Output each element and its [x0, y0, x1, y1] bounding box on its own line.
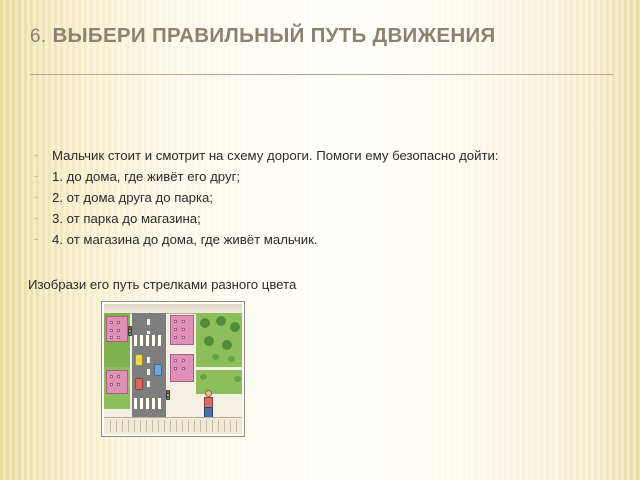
- bush: [212, 354, 219, 360]
- title-text: ВЫБЕРИ ПРАВИЛЬНЫЙ ПУТЬ ДВИЖЕНИЯ: [52, 24, 496, 47]
- slide-number: 6.: [30, 26, 47, 47]
- pedestrian-crossing-lower: [132, 397, 166, 410]
- tree: [222, 340, 232, 350]
- bush: [228, 356, 235, 362]
- bullet-marker: -: [34, 189, 39, 204]
- list-item-label: 4. от магазина до дома, где живёт мальчик.: [52, 232, 318, 247]
- car-red: [135, 378, 143, 390]
- page-title: [30, 24, 610, 48]
- list-item: [28, 208, 616, 229]
- bullet-marker: -: [34, 210, 39, 225]
- car-blue: [154, 364, 162, 376]
- tree: [200, 318, 210, 328]
- list-item: [28, 166, 616, 187]
- building-right-2: [170, 354, 194, 382]
- list-item-label: Мальчик стоит и смотрит на схему дороги. Помоги ему безопасно дойти:: [52, 148, 499, 163]
- bullet-marker: -: [34, 231, 39, 246]
- task-paragraph: Изобрази его путь стрелками разного цвета: [28, 277, 297, 292]
- title-area: [30, 24, 610, 76]
- building-left-2: [106, 370, 128, 394]
- building-left-1: [106, 316, 128, 342]
- pedestrian-crossing: [132, 334, 166, 347]
- title-divider: [30, 74, 614, 75]
- bush: [234, 376, 241, 382]
- traffic-light-right: [166, 390, 170, 400]
- bullet-marker: -: [34, 147, 39, 162]
- road-scheme-illustration: [101, 301, 245, 437]
- building-right-1: [170, 315, 194, 345]
- tree: [230, 322, 240, 332]
- list-item-label: 3. от парка до магазина;: [52, 211, 201, 226]
- list-item: [28, 187, 616, 208]
- illustration-canvas: [104, 304, 242, 434]
- traffic-light-left: [128, 326, 132, 336]
- tree: [204, 336, 214, 346]
- list-item: [28, 145, 616, 166]
- car-yellow: [135, 354, 143, 366]
- bullet-marker: -: [34, 168, 39, 183]
- body-area: [28, 145, 616, 295]
- boy-head: [205, 390, 212, 397]
- list-item-label: 1. до дома, где живёт его друг;: [52, 169, 241, 184]
- instruction-list: [28, 145, 616, 250]
- list-item: [28, 229, 616, 250]
- bush: [200, 374, 207, 380]
- sidewalk: [104, 417, 242, 434]
- list-item-label: 2. от дома друга до парка;: [52, 190, 214, 205]
- tree: [216, 316, 226, 326]
